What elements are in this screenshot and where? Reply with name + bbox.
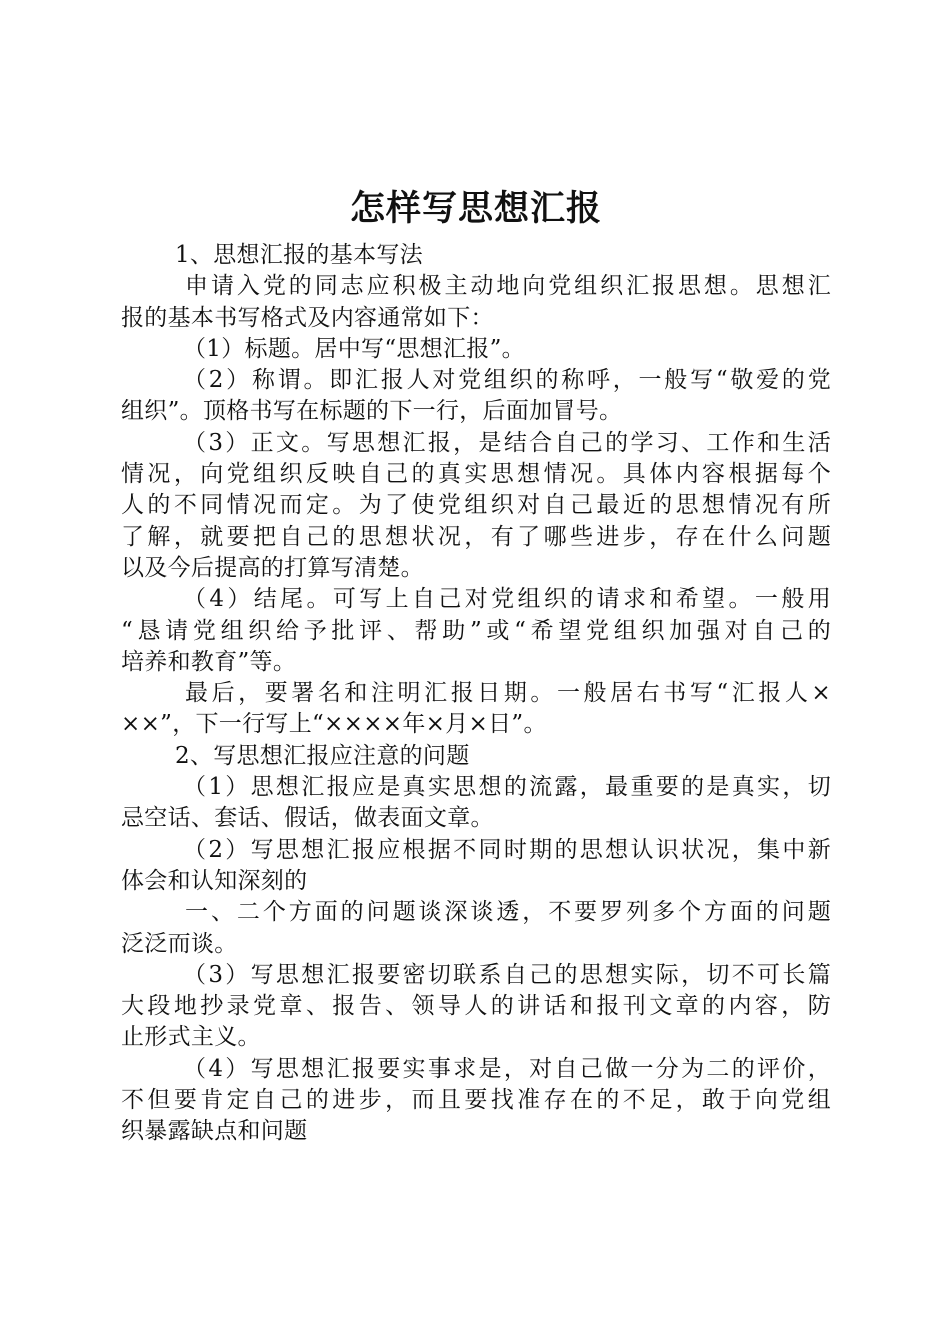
text-line: 以及今后提高的打算写清楚。 bbox=[121, 554, 424, 581]
document-page bbox=[121, 180, 831, 1148]
text-line: 1、思想汇报的基本写法 bbox=[175, 242, 423, 268]
text-line: 不但要肯定自己的进步，而且要找准存在的不足，敢于向党组 bbox=[121, 1087, 831, 1114]
text-line: 申请入党的同志应积极主动地向党组织汇报思想。思想汇 bbox=[185, 273, 831, 300]
text-line: （4）结尾。可写上自己对党组织的请求和希望。一般用 bbox=[183, 586, 831, 613]
text-line: （1）标题。居中写“思想汇报”。 bbox=[183, 335, 525, 362]
text-line: （4）写思想汇报要实事求是，对自己做一分为二的评价， bbox=[183, 1055, 831, 1082]
text-line: 忌空话、套话、假话，做表面文章。 bbox=[121, 805, 494, 832]
text-line: 止形式主义。 bbox=[121, 1024, 261, 1051]
text-line: 了解，就要把自己的思想状况，有了哪些进步，存在什么问题 bbox=[121, 523, 831, 550]
text-line: ××”，下一行写上“××××年×月×日”。 bbox=[121, 711, 547, 738]
text-line: （3）写思想汇报要密切联系自己的思想实际，切不可长篇 bbox=[183, 961, 831, 988]
text-line: “恳请党组织给予批评、帮助”或“希望党组织加强对自己的 bbox=[121, 617, 831, 644]
text-line: 大段地抄录党章、报告、领导人的讲话和报刊文章的内容，防 bbox=[121, 993, 831, 1020]
text-line: 报的基本书写格式及内容通常如下： bbox=[121, 304, 494, 331]
text-line: 情况，向党组织反映自己的真实思想情况。具体内容根据每个 bbox=[121, 461, 831, 488]
text-line: 最后，要署名和注明汇报日期。一般居右书写“汇报人× bbox=[185, 680, 831, 707]
text-line: 2、写思想汇报应注意的问题 bbox=[175, 742, 470, 769]
text-line: 泛泛而谈。 bbox=[121, 930, 238, 957]
text-line: （3）正文。写思想汇报，是结合自己的学习、工作和生活 bbox=[183, 429, 831, 456]
text-line: （1）思想汇报应是真实思想的流露，最重要的是真实，切 bbox=[183, 774, 831, 801]
text-line: 一、二个方面的问题谈深谈透，不要罗列多个方面的问题 bbox=[185, 899, 831, 926]
text-line: 体会和认知深刻的 bbox=[121, 867, 308, 894]
text-line: （2）写思想汇报应根据不同时期的思想认识状况，集中新 bbox=[183, 836, 831, 863]
document-title: 怎样写思想汇报 bbox=[349, 188, 602, 229]
document-body bbox=[121, 240, 831, 1148]
text-line: 培养和教育”等。 bbox=[121, 648, 297, 675]
text-line: （2）称谓。即汇报人对党组织的称呼，一般写“敬爱的党 bbox=[183, 367, 831, 394]
text-line: 人的不同情况而定。为了使党组织对自己最近的思想情况有所 bbox=[121, 492, 831, 519]
text-line: 组织”。顶格书写在标题的下一行，后面加冒号。 bbox=[121, 398, 623, 425]
text-line: 织暴露缺点和问题 bbox=[121, 1118, 308, 1145]
